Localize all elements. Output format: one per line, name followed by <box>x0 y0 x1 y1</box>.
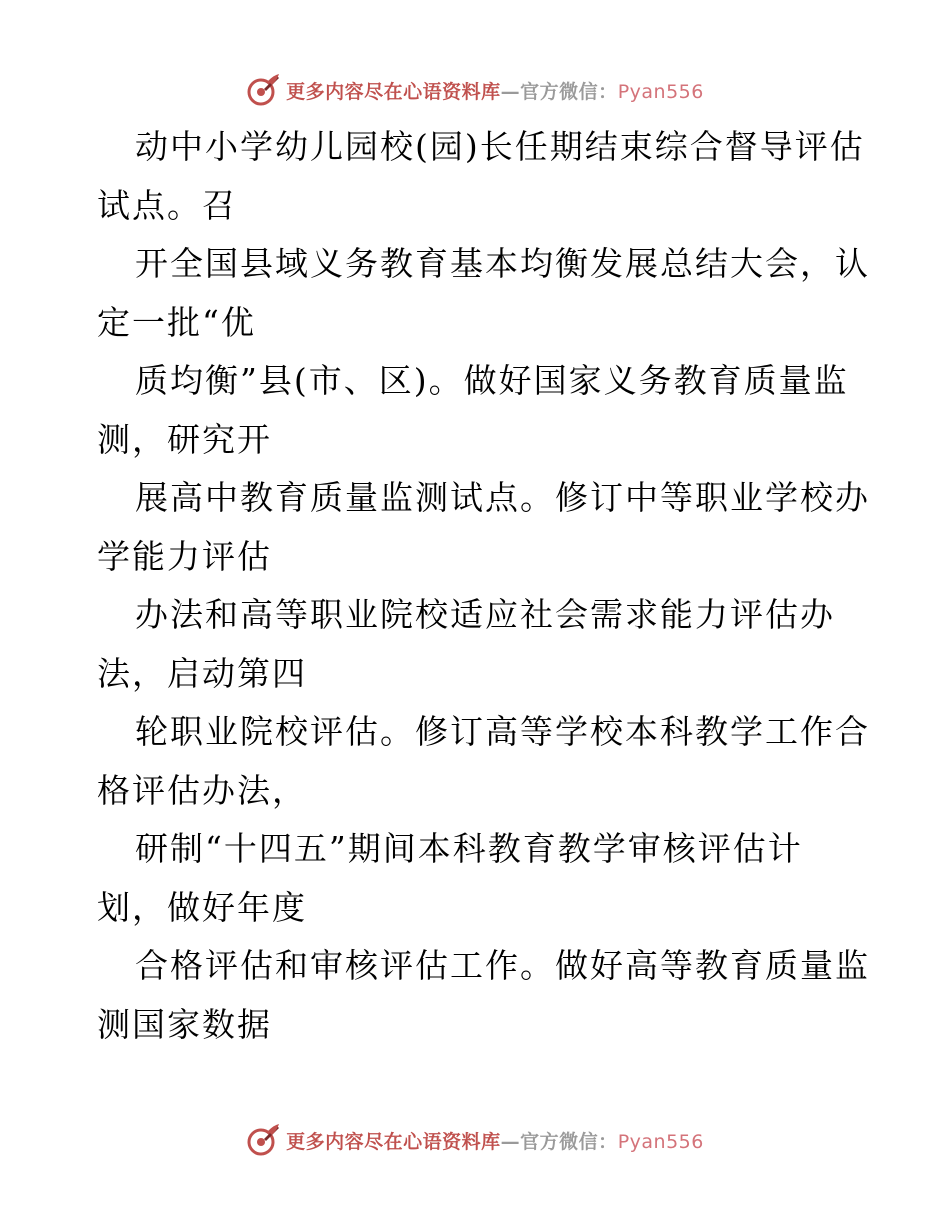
paragraph <box>97 469 870 586</box>
banner-text <box>286 1127 704 1154</box>
header-banner <box>0 72 950 108</box>
banner-handle: Pyan556 <box>617 1130 704 1153</box>
paragraph-line: 合格评估和审核评估工作。做好高等教育质量监 <box>135 946 870 985</box>
paragraph-line: 测，研究开 <box>97 419 272 459</box>
document-body <box>97 118 870 1054</box>
paragraph <box>97 586 867 703</box>
paragraph <box>97 118 867 235</box>
banner-handle: Pyan556 <box>617 80 704 103</box>
banner-label: 官方微信： <box>520 1130 618 1153</box>
paragraph-line: 展高中教育质量监测试点。修订中等职业学校办 <box>135 478 870 517</box>
footer-banner <box>0 1122 950 1158</box>
paragraph <box>97 703 870 820</box>
banner-label: 官方微信： <box>520 80 618 103</box>
paragraph <box>97 352 867 469</box>
banner-main-text: 更多内容尽在心语资料库 <box>286 1130 501 1153</box>
quill-pen-circle-icon <box>246 1123 280 1157</box>
paragraph-line: 学能力评估 <box>97 536 272 576</box>
paragraph-line: 划，做好年度 <box>97 887 307 927</box>
paragraph-line: 格评估办法， <box>97 770 307 810</box>
paragraph-line: 定一批“优 <box>97 302 256 342</box>
paragraph <box>97 937 870 1054</box>
paragraph-line: 开全国县域义务教育基本均衡发展总结大会，认 <box>135 244 870 283</box>
banner-separator: — <box>500 1130 521 1153</box>
paragraph-line: 质均衡”县(市、区)。做好国家义务教育质量监 <box>135 361 849 400</box>
paragraph-line: 动中小学幼儿园校(园)长任期结束综合督导评估 <box>135 127 865 166</box>
quill-pen-circle-icon <box>246 73 280 107</box>
paragraph-line: 办法和高等职业院校适应社会需求能力评估办 <box>135 595 835 634</box>
paragraph-line: 研制“十四五”期间本科教育教学审核评估计 <box>135 829 803 868</box>
paragraph-line: 轮职业院校评估。修订高等学校本科教学工作合 <box>135 712 870 751</box>
paragraph <box>97 235 870 352</box>
banner-separator: — <box>500 80 521 103</box>
paragraph-line: 法，启动第四 <box>97 653 307 693</box>
paragraph-line: 试点。召 <box>97 185 237 225</box>
banner-main-text: 更多内容尽在心语资料库 <box>286 80 501 103</box>
paragraph <box>97 820 867 937</box>
banner-text <box>286 77 704 104</box>
paragraph-line: 测国家数据 <box>97 1004 272 1044</box>
